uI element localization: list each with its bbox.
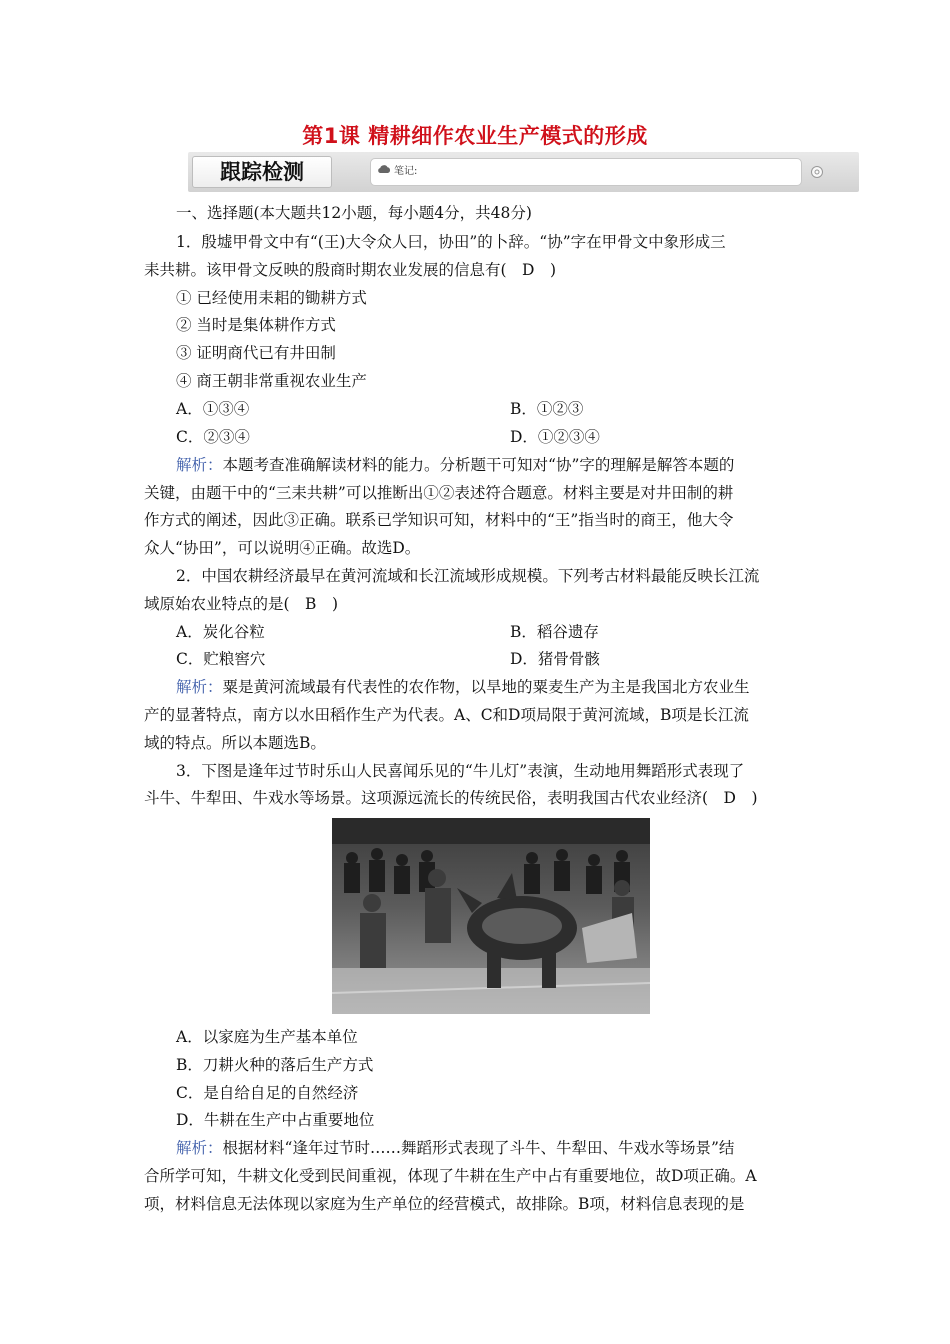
q2-analysis-line3: 域的特点。所以本题选B。 (144, 734, 326, 752)
q2-option-c: C．贮粮窖穴 (176, 650, 266, 668)
q2-option-d: D．猪骨骨骸 (510, 650, 600, 668)
note-label: 笔记: (394, 166, 418, 177)
q3-analysis-line1: 解析：根据材料“逢年过节时……舞蹈形式表现了斗牛、牛犁田、牛戏水等场景”结 (176, 1139, 735, 1157)
q1-analysis-line1: 解析：本题考查准确解读材料的能力。分析题干可知对“协”字的理解是解答本题的 (176, 456, 735, 474)
section-header: 一、选择题(本大题共12小题，每小题4分，共48分) (176, 204, 532, 222)
q1-analysis-line4: 众人“协田”，可以说明④正确。故选D。 (144, 539, 421, 557)
q3-stem-line1: 3．下图是逢年过节时乐山人民喜闻乐见的“牛儿灯”表演，生动地用舞蹈形式表现了 (176, 762, 745, 780)
q3-option-b: B．刀耕火种的落后生产方式 (176, 1056, 374, 1074)
niu-er-deng-photo (332, 818, 650, 1014)
cloud-icon (377, 164, 391, 174)
q3-option-a: A．以家庭为生产基本单位 (176, 1028, 358, 1046)
q2-option-b: B．稻谷遗存 (510, 623, 599, 641)
q3-analysis-line2: 合所学可知，牛耕文化受到民间重视，体现了牛耕在生产中占有重要地位，故D项正确。A (144, 1167, 757, 1185)
q1-stem-line2: 耒共耕。该甲骨文反映的殷商时期农业发展的信息有( D ) (144, 261, 557, 279)
q1-stem-line1: 1．殷墟甲骨文中有“(王)大令众人曰，协田”的卜辞。“协”字在甲骨文中象形成三 (176, 233, 726, 251)
q2-analysis-line2: 产的显著特点，南方以水田稻作生产为代表。A、C和D项局限于黄河流域，B项是长江流 (144, 706, 749, 724)
q1-analysis-line2: 关键，由题干中的“三耒共耕”可以推断出①②表述符合题意。材料主要是对井田制的耕 (144, 484, 734, 502)
analysis-label: 解析： (176, 456, 223, 474)
q3-stem-line2: 斗牛、牛犁田、牛戏水等场景。这项源远流长的传统民俗，表明我国古代农业经济( D ) (144, 789, 758, 807)
q2-analysis-line1: 解析：粟是黄河流域最有代表性的农作物，以旱地的粟麦生产为主是我国北方农业生 (176, 678, 750, 696)
note-box (370, 158, 802, 186)
banner-tag: 跟踪检测 (192, 156, 332, 188)
q3-option-d: D．牛耕在生产中占重要地位 (176, 1111, 375, 1129)
q1-item-2: ② 当时是集体耕作方式 (176, 316, 336, 334)
q1-item-3: ③ 证明商代已有井田制 (176, 344, 336, 362)
q1-option-d: D．①②③④ (510, 428, 600, 446)
tracking-banner (188, 152, 859, 192)
q1-option-a: A．①③④ (176, 400, 250, 418)
analysis-label: 解析： (176, 678, 223, 696)
q3-option-c: C．是自给自足的自然经济 (176, 1084, 359, 1102)
q1-item-4: ④ 商王朝非常重视农业生产 (176, 372, 367, 390)
lesson-title: 第1课 精耕细作农业生产模式的形成 (302, 124, 648, 148)
q1-option-b: B．①②③ (510, 400, 584, 418)
q1-item-1: ① 已经使用耒耜的锄耕方式 (176, 289, 367, 307)
q2-stem-line1: 2．中国农耕经济最早在黄河流域和长江流域形成规模。下列考古材料最能反映长江流 (176, 567, 760, 585)
q1-analysis-line3: 作方式的阐述，因此③正确。联系已学知识可知，材料中的“王”指当时的商王，他大令 (144, 511, 734, 529)
q3-analysis-line3: 项，材料信息无法体现以家庭为生产单位的经营模式，故排除。B项，材料信息表现的是 (144, 1195, 745, 1213)
q2-option-a: A．炭化谷粒 (176, 623, 265, 641)
analysis-label: 解析： (176, 1139, 223, 1157)
q1-option-c: C．②③④ (176, 428, 250, 446)
q2-stem-line2: 域原始农业特点的是( B ) (144, 595, 338, 613)
gear-icon (810, 165, 824, 179)
